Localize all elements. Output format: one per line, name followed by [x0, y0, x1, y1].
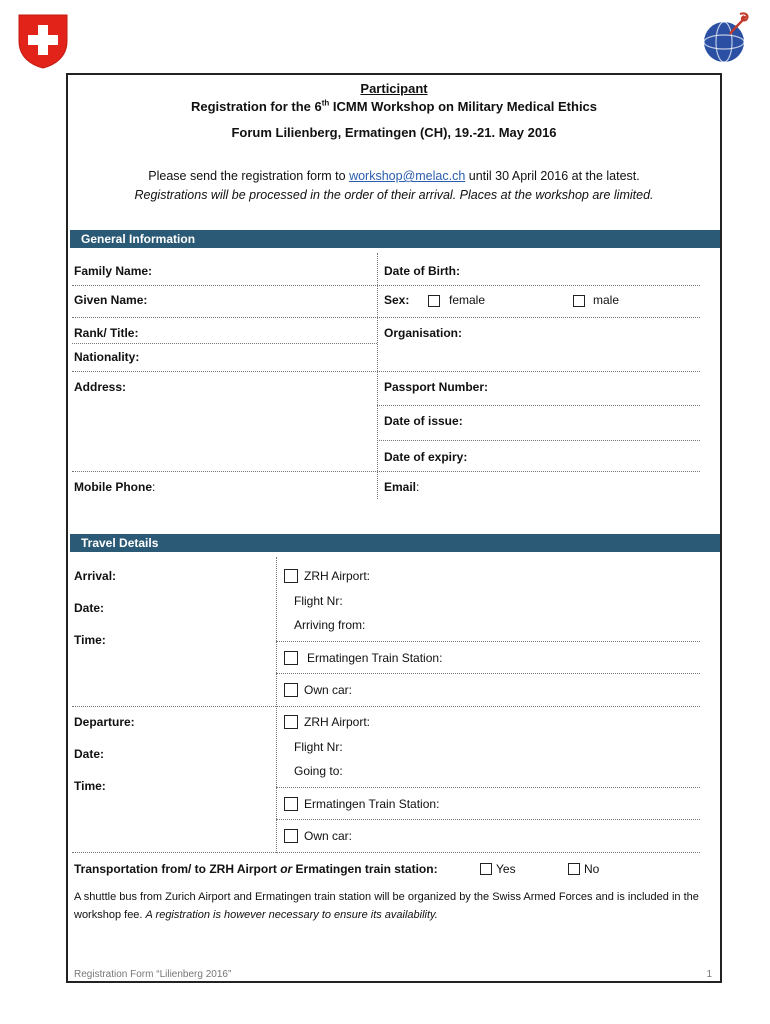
departure-train-station-checkbox[interactable]	[284, 797, 298, 811]
title-block	[68, 80, 720, 142]
arrival-own-car-label: Own car:	[304, 683, 353, 697]
date-of-expiry-label: Date of expiry:	[384, 450, 468, 464]
row-separator	[72, 343, 377, 344]
row-separator	[276, 819, 700, 820]
arrival-label: Arrival:	[74, 569, 117, 583]
departure-zrh-airport-label: ZRH Airport:	[304, 715, 371, 729]
date-of-birth-label: Date of Birth:	[384, 264, 460, 278]
arrival-flight-nr-label: Flight Nr:	[294, 594, 343, 608]
arrival-train-station-label: Ermatingen Train Station:	[307, 651, 443, 665]
arrival-zrh-airport-label: ZRH Airport:	[304, 569, 371, 583]
address-label: Address:	[74, 380, 127, 394]
departure-time-label: Time:	[74, 779, 106, 793]
sex-label: Sex:	[384, 293, 410, 307]
row-separator	[72, 371, 700, 372]
arriving-from-label: Arriving from:	[294, 618, 366, 632]
general-divider	[377, 253, 378, 499]
footer-page-number: 1	[706, 969, 712, 980]
organisation-label: Organisation:	[384, 326, 463, 340]
email-label: Email:	[384, 480, 420, 494]
female-label: female	[449, 293, 486, 307]
intro-text: Please send the registration form to workshop@melac.ch until 30 April 2016 at the latest. Registrations will be processed in the order of their arrival. Places at the workshop are limited.	[68, 167, 720, 205]
venue-line: Forum Lilienberg, Ermatingen (CH), 19.-21. May 2016	[231, 125, 557, 140]
arrival-train-station-checkbox[interactable]	[284, 651, 298, 665]
rank-title-label: Rank/ Title:	[74, 326, 139, 340]
nationality-label: Nationality:	[74, 350, 140, 364]
intro-note: Registrations will be processed in the order of their arrival. Places at the workshop are limited.	[134, 188, 654, 202]
page-title: Participant	[360, 81, 428, 96]
transport-no-checkbox[interactable]	[568, 863, 580, 875]
departure-own-car-checkbox[interactable]	[284, 829, 298, 843]
arrival-date-label: Date:	[74, 601, 105, 615]
female-checkbox[interactable]	[428, 295, 440, 307]
transportation-question: Transportation from/ to ZRH Airport or Ermatingen train station:	[74, 862, 438, 876]
departure-zrh-airport-checkbox[interactable]	[284, 715, 298, 729]
departure-label: Departure:	[74, 715, 135, 729]
travel-details-header: Travel Details	[70, 534, 720, 552]
going-to-label: Going to:	[294, 764, 343, 778]
email-link[interactable]: workshop@melac.ch	[349, 169, 466, 183]
row-separator	[377, 440, 700, 441]
transport-yes-label: Yes	[496, 862, 516, 876]
swiss-coat-of-arms-logo	[17, 13, 69, 69]
row-separator	[72, 285, 700, 286]
row-separator	[72, 317, 700, 318]
date-of-issue-label: Date of issue:	[384, 414, 463, 428]
departure-own-car-label: Own car:	[304, 829, 353, 843]
general-information-header: General Information	[70, 230, 720, 248]
arrival-time-label: Time:	[74, 633, 106, 647]
registration-form-frame	[66, 73, 722, 983]
row-separator	[276, 673, 700, 674]
icmm-logo	[700, 8, 756, 64]
row-separator	[72, 852, 700, 853]
footer-form-name: Registration Form “Lilienberg 2016”	[74, 969, 232, 980]
departure-date-label: Date:	[74, 747, 105, 761]
registration-subtitle: Registration for the 6th ICMM Workshop on Military Medical Ethics	[190, 98, 598, 114]
given-name-label: Given Name:	[74, 293, 148, 307]
departure-flight-nr-label: Flight Nr:	[294, 740, 343, 754]
travel-divider	[276, 557, 277, 853]
transport-yes-checkbox[interactable]	[480, 863, 492, 875]
row-separator	[276, 787, 700, 788]
mobile-phone-label: Mobile Phone:	[74, 480, 156, 494]
arrival-own-car-checkbox[interactable]	[284, 683, 298, 697]
row-separator	[72, 471, 700, 472]
shuttle-info-text: A shuttle bus from Zurich Airport and Ermatingen train station will be organized by the Swiss Armed Forces and is included in the workshop fee. A registration is however necessary to ensure its availability.	[74, 891, 699, 921]
family-name-label: Family Name:	[74, 264, 153, 278]
departure-train-station-label: Ermatingen Train Station:	[304, 797, 440, 811]
male-label: male	[593, 293, 620, 307]
row-separator	[72, 706, 700, 707]
male-checkbox[interactable]	[573, 295, 585, 307]
row-separator	[377, 405, 700, 406]
row-separator	[276, 641, 700, 642]
passport-number-label: Passport Number:	[384, 380, 489, 394]
arrival-zrh-airport-checkbox[interactable]	[284, 569, 298, 583]
transport-no-label: No	[584, 862, 600, 876]
